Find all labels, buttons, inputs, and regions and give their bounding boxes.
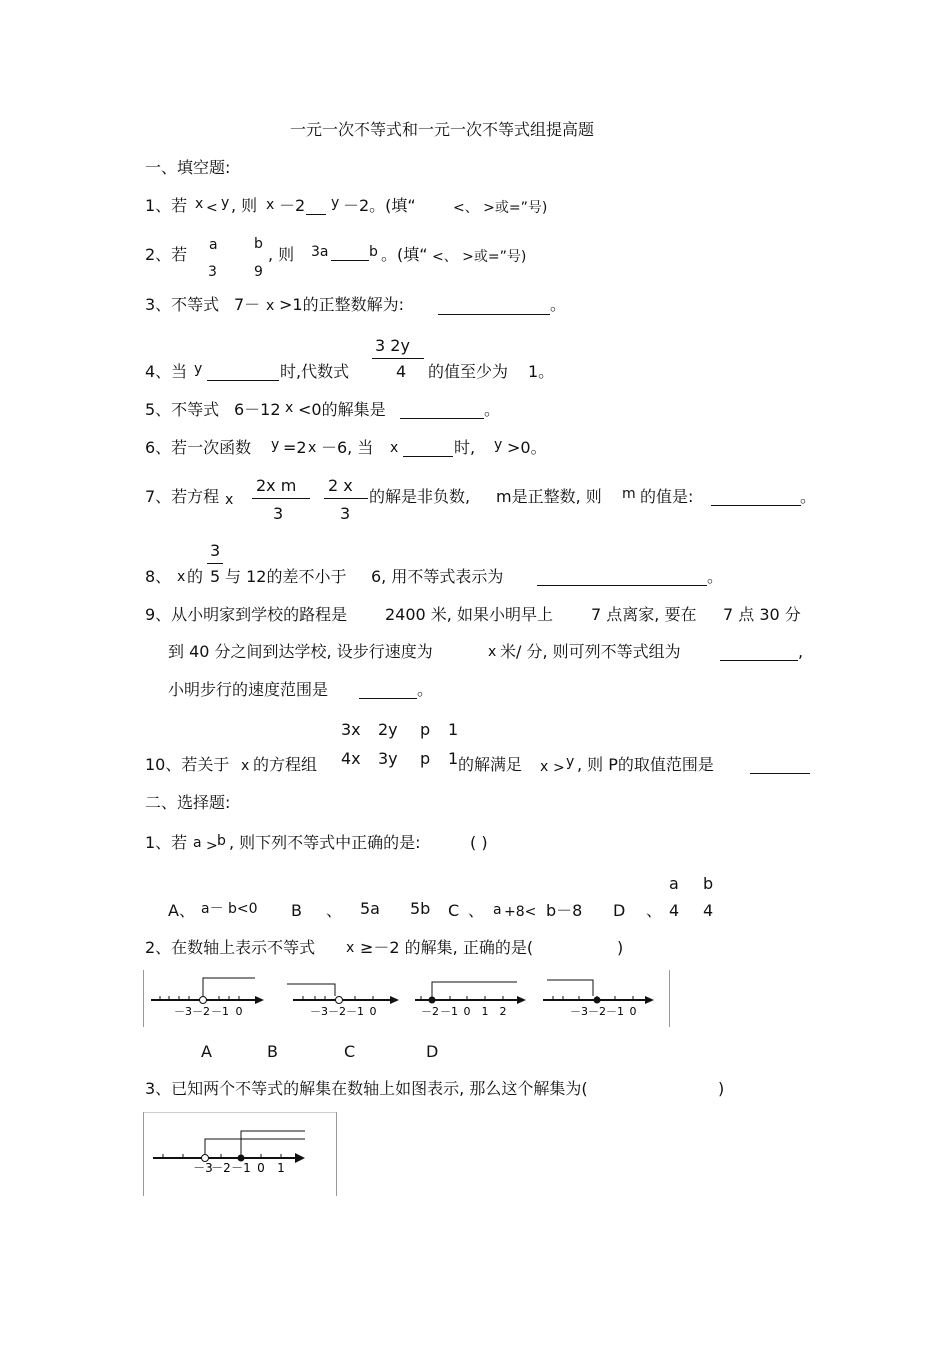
tick-label: －3 bbox=[310, 1005, 328, 1018]
answer-blank[interactable] bbox=[711, 505, 801, 506]
option-a-label[interactable]: A bbox=[201, 1042, 212, 1061]
tick-label: －1 bbox=[440, 1005, 458, 1018]
tick-label: －2 bbox=[588, 1005, 606, 1018]
tick-label: 0 bbox=[369, 1005, 377, 1018]
tick-label: －2 bbox=[192, 1005, 210, 1018]
answer-blank[interactable] bbox=[403, 456, 453, 457]
tick-label: 1 bbox=[277, 1161, 285, 1175]
tick-label: －3 bbox=[193, 1161, 213, 1175]
answer-blank[interactable] bbox=[750, 773, 810, 774]
tick-label: －1 bbox=[231, 1161, 251, 1175]
option-b-label[interactable]: B bbox=[267, 1042, 278, 1061]
option-c[interactable]: C bbox=[448, 901, 460, 920]
tick-label: 0 bbox=[463, 1005, 471, 1018]
answer-blank[interactable] bbox=[207, 380, 279, 381]
fraction-bar bbox=[207, 563, 223, 564]
tick-label: 0 bbox=[257, 1161, 265, 1175]
option-b[interactable]: B bbox=[291, 901, 302, 920]
section-multiple-choice-heading: 二、选择题: bbox=[145, 793, 231, 812]
tick-label: －1 bbox=[346, 1005, 364, 1018]
section-fill-blank-heading: 一、填空题: bbox=[145, 158, 231, 177]
tick-label: －2 bbox=[421, 1005, 439, 1018]
option-d-label[interactable]: D bbox=[426, 1042, 439, 1061]
answer-blank[interactable] bbox=[400, 418, 484, 419]
tick-label: －1 bbox=[606, 1005, 624, 1018]
tick-label: 0 bbox=[629, 1005, 637, 1018]
answer-blank[interactable] bbox=[438, 314, 550, 315]
tick-label: －2 bbox=[211, 1161, 231, 1175]
solution-set-number-line-figure bbox=[143, 1112, 337, 1196]
answer-blank[interactable] bbox=[720, 660, 798, 661]
option-c-label[interactable]: C bbox=[344, 1042, 356, 1061]
tick-label: －3 bbox=[174, 1005, 192, 1018]
page-title: 一元一次不等式和一元一次不等式组提高题 bbox=[290, 120, 595, 139]
option-a-number-line[interactable] bbox=[151, 978, 264, 1018]
answer-blank[interactable] bbox=[331, 260, 369, 261]
tick-label: 2 bbox=[499, 1005, 507, 1018]
tick-label: －3 bbox=[570, 1005, 588, 1018]
answer-blank[interactable] bbox=[359, 698, 417, 699]
fraction-bar bbox=[324, 498, 368, 499]
option-c-number-line[interactable] bbox=[415, 982, 526, 1018]
tick-label: －1 bbox=[211, 1005, 229, 1018]
tick-label: 1 bbox=[481, 1005, 489, 1018]
option-b-number-line[interactable] bbox=[287, 984, 399, 1018]
tick-label: －2 bbox=[328, 1005, 346, 1018]
option-d[interactable]: D bbox=[613, 901, 626, 920]
option-d-number-line[interactable] bbox=[543, 980, 654, 1018]
fraction-bar bbox=[252, 498, 310, 499]
option-a[interactable]: A、 bbox=[168, 901, 195, 920]
fraction-bar bbox=[372, 358, 424, 359]
tick-label: 0 bbox=[235, 1005, 243, 1018]
answer-blank[interactable] bbox=[306, 214, 326, 215]
answer-blank[interactable] bbox=[537, 585, 707, 586]
number-line-options-figure bbox=[143, 970, 670, 1027]
